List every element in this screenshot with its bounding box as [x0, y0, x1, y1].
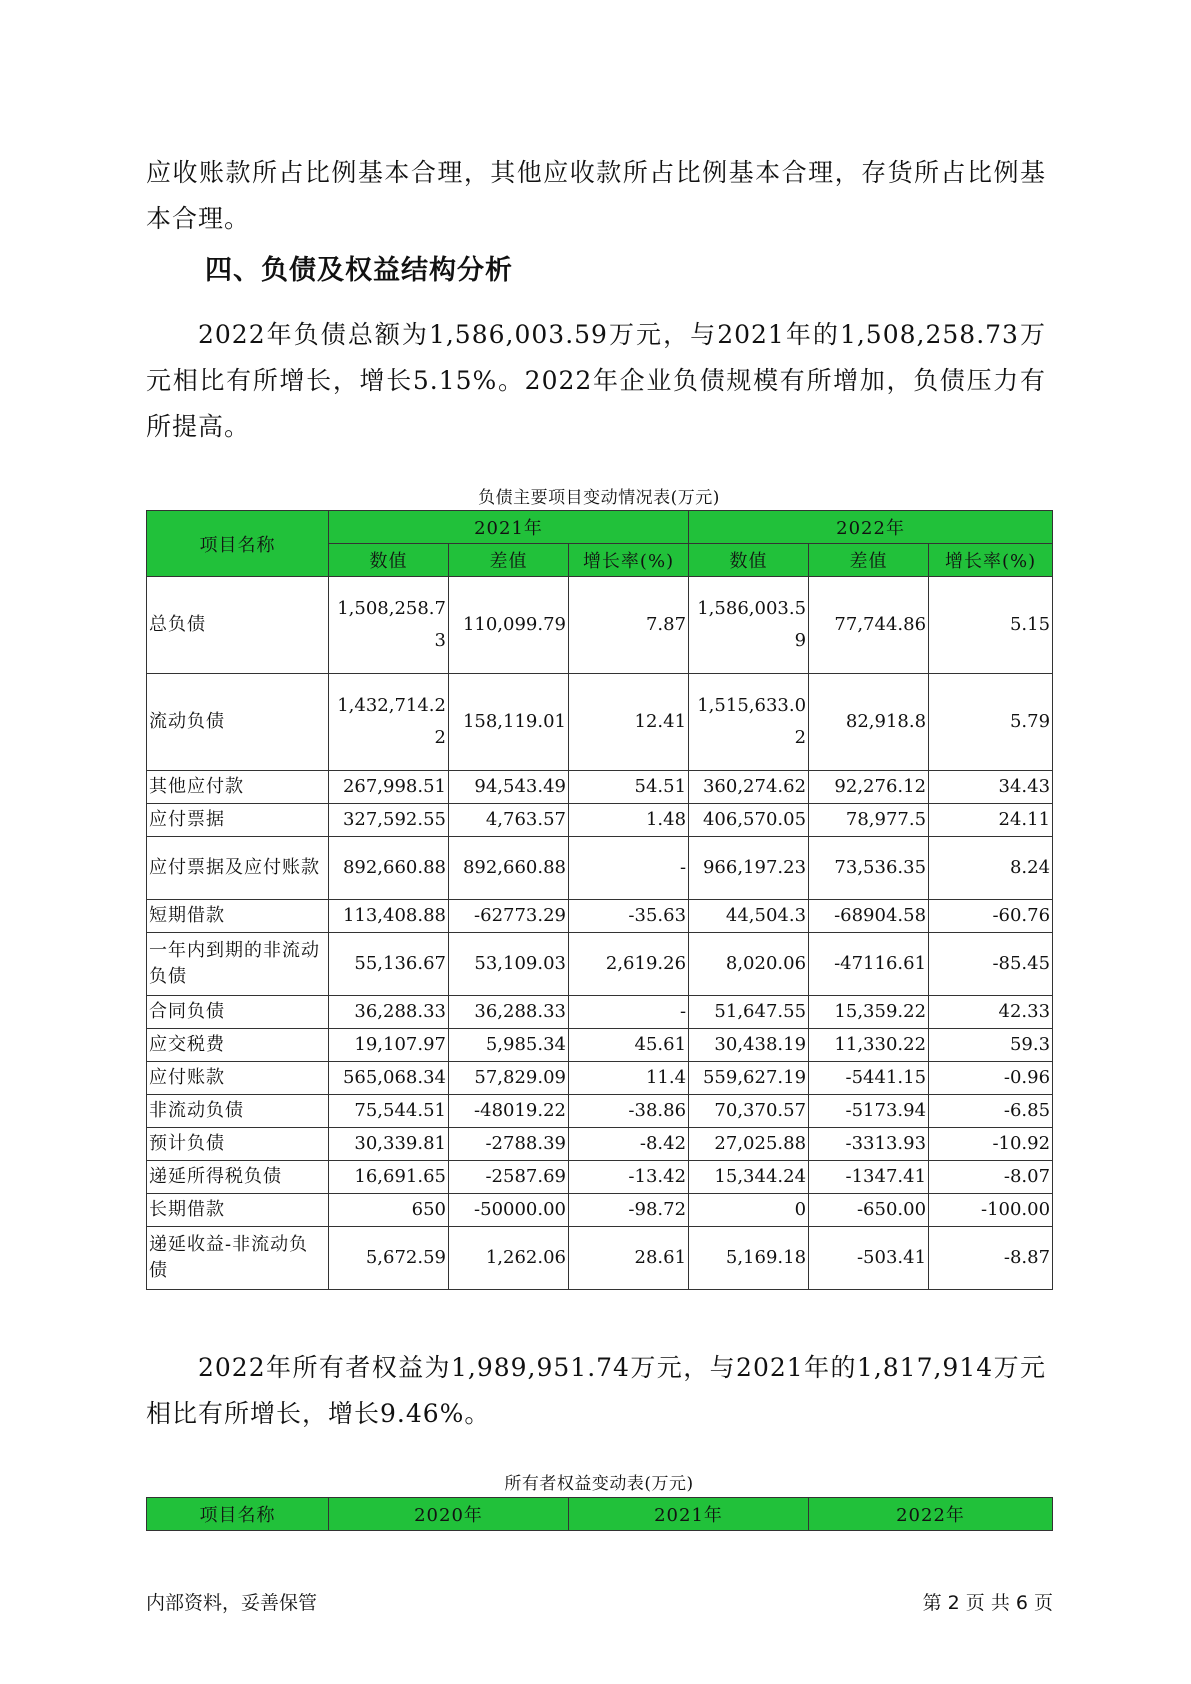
liability-summary-paragraph: 2022年负债总额为1,586,003.59万元，与2021年的1,508,258.73万元相比有所增长，增长5.15%。2022年企业负债规模有所增加，负债压力有所提高。 [146, 320, 1046, 441]
cell-value: -0.96 [929, 1062, 1053, 1095]
cell-value: 5.15 [929, 577, 1053, 674]
cell-value: 559,627.19 [689, 1062, 809, 1095]
row-label: 应付票据及应付账款 [147, 837, 329, 900]
table-row [147, 771, 1053, 804]
cell-value: 406,570.05 [689, 804, 809, 837]
table-row [147, 1128, 1053, 1161]
cell-value: -503.41 [809, 1227, 929, 1290]
cell-value: 27,025.88 [689, 1128, 809, 1161]
cell-value: 34.43 [929, 771, 1053, 804]
liability-table-caption: 负债主要项目变动情况表(万元) [478, 488, 720, 508]
cell-value: 36,288.33 [329, 996, 449, 1029]
cell-value: -6.85 [929, 1095, 1053, 1128]
cell-value: -2587.69 [449, 1161, 569, 1194]
row-label: 一年内到期的非流动负债 [147, 933, 329, 996]
equity-header-2021: 2021年 [569, 1498, 809, 1531]
row-label: 递延收益-非流动负债 [147, 1227, 329, 1290]
footer-page-number: 第 2 页 共 6 页 [922, 1592, 1053, 1614]
equity-table [146, 1497, 1053, 1531]
cell-value: -8.07 [929, 1161, 1053, 1194]
row-label: 总负债 [147, 577, 329, 674]
subheader-growth-2021: 增长率(%) [569, 544, 689, 577]
header-year-2022: 2022年 [689, 511, 1053, 544]
cell-value: 5,985.34 [449, 1029, 569, 1062]
cell-value: 1,586,003.59 [689, 577, 809, 674]
cell-value: 15,344.24 [689, 1161, 809, 1194]
subheader-value-2022: 数值 [689, 544, 809, 577]
cell-value: 966,197.23 [689, 837, 809, 900]
row-label: 递延所得税负债 [147, 1161, 329, 1194]
cell-value: 19,107.97 [329, 1029, 449, 1062]
cell-value: 5,672.59 [329, 1227, 449, 1290]
cell-value: 42.33 [929, 996, 1053, 1029]
cell-value: 92,276.12 [809, 771, 929, 804]
cell-value: -5173.94 [809, 1095, 929, 1128]
equity-header-item-name: 项目名称 [147, 1498, 329, 1531]
cell-value: 1,515,633.02 [689, 674, 809, 771]
cell-value: 59.3 [929, 1029, 1053, 1062]
cell-value: 28.61 [569, 1227, 689, 1290]
row-label: 其他应付款 [147, 771, 329, 804]
cell-value: 36,288.33 [449, 996, 569, 1029]
cell-value: 650 [329, 1194, 449, 1227]
row-label: 长期借款 [147, 1194, 329, 1227]
cell-value: 8.24 [929, 837, 1053, 900]
cell-value: 113,408.88 [329, 900, 449, 933]
table-row [147, 1161, 1053, 1194]
subheader-growth-2022: 增长率(%) [929, 544, 1053, 577]
equity-header-2020: 2020年 [329, 1498, 569, 1531]
row-label: 应交税费 [147, 1029, 329, 1062]
cell-value: -68904.58 [809, 900, 929, 933]
cell-value: 360,274.62 [689, 771, 809, 804]
equity-table-caption: 所有者权益变动表(万元) [504, 1474, 694, 1494]
cell-value: -100.00 [929, 1194, 1053, 1227]
cell-value: 267,998.51 [329, 771, 449, 804]
table-row [147, 1227, 1053, 1290]
row-label: 应付账款 [147, 1062, 329, 1095]
table-row [147, 837, 1053, 900]
cell-value: -5441.15 [809, 1062, 929, 1095]
cell-value: - [569, 996, 689, 1029]
table-row [147, 933, 1053, 996]
cell-value: 1,508,258.73 [329, 577, 449, 674]
cell-value: -10.92 [929, 1128, 1053, 1161]
cell-value: 158,119.01 [449, 674, 569, 771]
cell-value: -1347.41 [809, 1161, 929, 1194]
cell-value: 51,647.55 [689, 996, 809, 1029]
cell-value: 45.61 [569, 1029, 689, 1062]
row-label: 非流动负债 [147, 1095, 329, 1128]
cell-value: 2,619.26 [569, 933, 689, 996]
cell-value: 24.11 [929, 804, 1053, 837]
cell-value: -48019.22 [449, 1095, 569, 1128]
cell-value: 94,543.49 [449, 771, 569, 804]
table-row [147, 1062, 1053, 1095]
cell-value: 565,068.34 [329, 1062, 449, 1095]
cell-value: 7.87 [569, 577, 689, 674]
table-row [147, 1029, 1053, 1062]
cell-value: 44,504.3 [689, 900, 809, 933]
table-row [147, 1194, 1053, 1227]
cell-value: 78,977.5 [809, 804, 929, 837]
table-row [147, 900, 1053, 933]
cell-value: -60.76 [929, 900, 1053, 933]
header-item-name: 项目名称 [147, 511, 329, 577]
table-row [147, 674, 1053, 771]
cell-value: 11,330.22 [809, 1029, 929, 1062]
cell-value: -38.86 [569, 1095, 689, 1128]
row-label: 合同负债 [147, 996, 329, 1029]
table-row [147, 577, 1053, 674]
cell-value: 70,370.57 [689, 1095, 809, 1128]
cell-value: 57,829.09 [449, 1062, 569, 1095]
cell-value: -8.42 [569, 1128, 689, 1161]
cell-value: 12.41 [569, 674, 689, 771]
cell-value: 53,109.03 [449, 933, 569, 996]
cell-value: 77,744.86 [809, 577, 929, 674]
cell-value: 16,691.65 [329, 1161, 449, 1194]
cell-value: -13.42 [569, 1161, 689, 1194]
cell-value: 1,262.06 [449, 1227, 569, 1290]
footer-confidential-note: 内部资料，妥善保管 [146, 1592, 318, 1614]
cell-value: 8,020.06 [689, 933, 809, 996]
cell-value: 75,544.51 [329, 1095, 449, 1128]
subheader-value-2021: 数值 [329, 544, 449, 577]
cell-value: 30,438.19 [689, 1029, 809, 1062]
cell-value: 5.79 [929, 674, 1053, 771]
cell-value: 5,169.18 [689, 1227, 809, 1290]
cell-value: 55,136.67 [329, 933, 449, 996]
cell-value: 11.4 [569, 1062, 689, 1095]
cell-value: -85.45 [929, 933, 1053, 996]
equity-summary-paragraph: 2022年所有者权益为1,989,951.74万元，与2021年的1,817,914万元相比有所增长，增长9.46%。 [146, 1353, 1046, 1428]
row-label: 短期借款 [147, 900, 329, 933]
cell-value: 73,536.35 [809, 837, 929, 900]
cell-value: -8.87 [929, 1227, 1053, 1290]
table-row [147, 804, 1053, 837]
header-year-2021: 2021年 [329, 511, 689, 544]
table-row [147, 996, 1053, 1029]
cell-value: -50000.00 [449, 1194, 569, 1227]
row-label: 应付票据 [147, 804, 329, 837]
equity-header-2022: 2022年 [809, 1498, 1053, 1531]
subheader-diff-2022: 差值 [809, 544, 929, 577]
cell-value: -2788.39 [449, 1128, 569, 1161]
cell-value: 54.51 [569, 771, 689, 804]
cell-value: - [569, 837, 689, 900]
subheader-diff-2021: 差值 [449, 544, 569, 577]
row-label: 预计负债 [147, 1128, 329, 1161]
cell-value: 4,763.57 [449, 804, 569, 837]
cell-value: 1,432,714.22 [329, 674, 449, 771]
intro-paragraph: 应收账款所占比例基本合理，其他应收款所占比例基本合理，存货所占比例基本合理。 [146, 158, 1046, 233]
cell-value: -98.72 [569, 1194, 689, 1227]
cell-value: -35.63 [569, 900, 689, 933]
row-label: 流动负债 [147, 674, 329, 771]
cell-value: 30,339.81 [329, 1128, 449, 1161]
cell-value: -47116.61 [809, 933, 929, 996]
cell-value: 0 [689, 1194, 809, 1227]
liability-table [146, 510, 1053, 1290]
cell-value: 110,099.79 [449, 577, 569, 674]
cell-value: 15,359.22 [809, 996, 929, 1029]
cell-value: 892,660.88 [329, 837, 449, 900]
section-heading: 四、负债及权益结构分析 [205, 255, 513, 286]
cell-value: 1.48 [569, 804, 689, 837]
cell-value: -650.00 [809, 1194, 929, 1227]
cell-value: 327,592.55 [329, 804, 449, 837]
cell-value: 82,918.8 [809, 674, 929, 771]
cell-value: -62773.29 [449, 900, 569, 933]
cell-value: -3313.93 [809, 1128, 929, 1161]
table-row [147, 1095, 1053, 1128]
cell-value: 892,660.88 [449, 837, 569, 900]
